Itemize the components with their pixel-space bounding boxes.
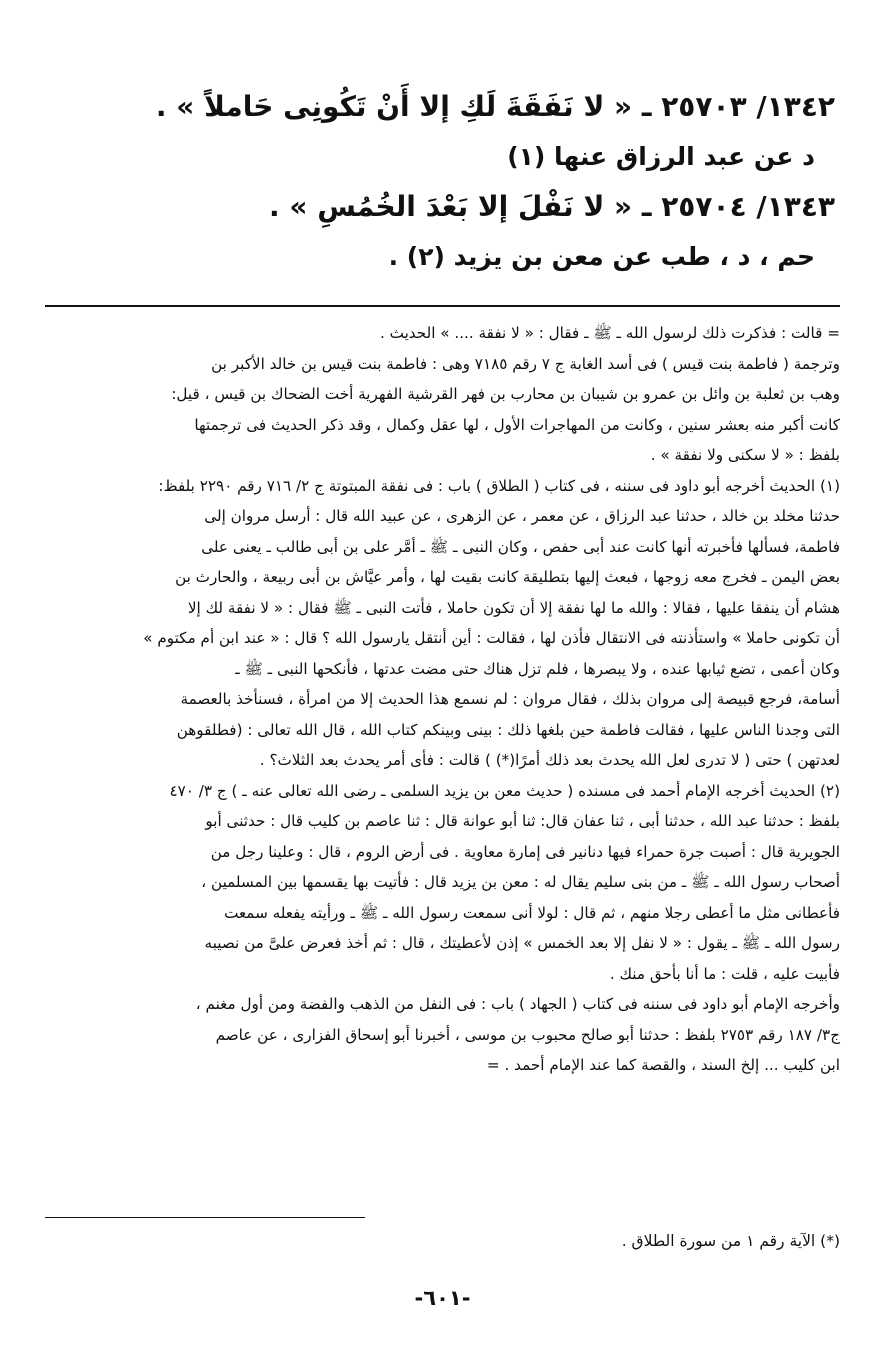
note-line: فأبيت عليه ، قلت : ما أنا بأحق منك .: [609, 964, 840, 983]
note-line: بلفظ : حدثنا عبد الله ، حدثنا أبى ، ثنا عفان قال: ثنا أبو عوانة قال : ثنا عاصم بن كليب قال : حدثنى أبو: [205, 812, 840, 830]
note-line: كانت أكبر منه بعشر سنين ، وكانت من المهاجرات الأول ، لها عقل وكمال ، وقد ذكر الحديث فى ترجمتها: [194, 415, 840, 434]
footnote-divider: [45, 1217, 365, 1218]
note-line: فأعطانى مثل ما أعطى رجلا منهم ، ثم قال : لولا أنى سمعت رسول الله ـ ﷺ ـ ورأيته يفعله سمعت: [224, 903, 840, 922]
note-line: = قالت : فذكرت ذلك لرسول الله ـ ﷺ ـ فقال : « لا نفقة .... » الحديث .: [380, 324, 840, 342]
note-line: الجويرية قال : أصبت جرة حمراء فيها دنانير فى إمارة معاوية . فى أرض الروم ، قال : وعلينا رجل من: [210, 842, 840, 861]
note-line: أن تكونى حاملا » واستأذنته فى الانتقال فأذن لها ، فقالت : أين أنتقل يارسول الله ؟ قال : « عند ابن أم مكتوم »: [143, 629, 840, 647]
note-line: هشام أن ينفقا عليها ، فقالا : والله ما لها نفقة إلا أن تكون حاملا ، فأتت النبى ـ ﷺ فقال : « لا نفقة لك إلا: [187, 598, 840, 617]
note-line: التى وجدنا الناس عليها ، فقالت فاطمة حين بلغها ذلك : بينى وبينكم كتاب الله ، قال الله تعالى : (فطلقوهن: [176, 720, 840, 739]
note-line: وأخرجه الإمام أبو داود فى سننه فى كتاب ( الجهاد ) باب : فى النفل من الذهب والفضة ومن أول مغنم ،: [195, 995, 840, 1013]
note-line: رسول الله ـ ﷺ ـ يقول : « لا نفل إلا بعد الخمس » إذن لأعطيتك ، قال : ثم أخذ فعرض علىَّ من نصيبه: [204, 934, 840, 952]
hadith-block: [45, 82, 835, 282]
note-line: أصحاب رسول الله ـ ﷺ ـ من بنى سليم يقال له : معن بن يزيد قال : فأتيت بها يقسمها بين المسلمين ،: [201, 873, 840, 891]
note-line: ج٣/ ١٨٧ رقم ٢٧٥٣ بلفظ : حدثنا أبو صالح محبوب بن موسى ، أخبرنا أبو إسحاق الفزارى ، عن عاصم: [215, 1025, 840, 1044]
footnotes-block: [40, 318, 840, 1081]
note-line: بعض اليمن ـ فخرج معه زوجها ، فبعث إليها بتطليقة كانت بقيت لها ، وأمر عيَّاش بن أبى ربيعة ، والحارث بن: [175, 568, 840, 586]
page-number: -٦٠١-: [414, 1286, 471, 1310]
note-line: (١) الحديث أخرجه أبو داود فى سننه ، فى كتاب ( الطلاق ) باب : فى نفقة المبتوتة ج ٢/ ٧١٦ رقم ٢٢٩٠ بلفظ:: [158, 476, 840, 495]
note-line: وترجمة ( فاطمة بنت قيس ) فى أسد الغابة ج ٧ رقم ٧١٨٥ وهى : فاطمة بنت قيس بن خالد الأكبر بن: [211, 354, 840, 373]
hadith-1344-line: ١٣٤٣/ ٢٥٧٠٤ ـ « لا نَفْلَ إلا بَعْدَ الخُمُسِ » .: [268, 190, 835, 223]
hadith-1343-source: د عن عبد الرزاق عنها (١): [507, 142, 815, 171]
notes-divider: [45, 305, 840, 307]
note-line: (٢) الحديث أخرجه الإمام أحمد فى مسنده ( حديث معن بن يزيد السلمى ـ رضى الله تعالى عنه ـ ) ج ٣/ ٤٧٠: [169, 781, 840, 800]
note-line: ابن كليب ... إلخ السند ، والقصة كما عند الإمام أحمد . =: [486, 1056, 840, 1074]
note-line: فاطمة، فسألها فأخبرته أنها كانت عند أبى حفص ، وكان النبى ـ ﷺ ـ أمَّر على بن أبى طالب ـ يعنى على: [201, 537, 840, 556]
hadith-1344-source: حم ، د ، طب عن معن بن يزيد (٢) .: [388, 242, 815, 271]
note-line: حدثنا مخلد بن خالد ، حدثنا عبد الرزاق ، عن معمر ، عن الزهرى ، عن عبيد الله قال : أرسل مروان إلى: [204, 507, 840, 525]
note-line: لعدتهن ) حتى ( لا تدرى لعل الله يحدث بعد ذلك أمرًا(*) ) قالت : فأى أمر يحدث بعد الثلاث؟ .: [259, 751, 840, 769]
note-line: وكان أعمى ، تضع ثيابها عنده ، ولا يبصرها ، فلم تزل هناك حتى مضت عدتها ، فأنكحها النبى ـ ﷺ ـ: [235, 659, 840, 678]
hadith-1343-line: ١٣٤٢/ ٢٥٧٠٣ ـ « لا نَفَقَةَ لَكِ إلا أَنْ تَكُونِى حَاملاً » .: [155, 90, 835, 123]
asterisk-footnote: (*) الآية رقم ١ من سورة الطلاق .: [621, 1232, 840, 1250]
note-line: أسامة، فرجع قبيصة إلى مروان بذلك ، فقال مروان : لم نسمع هذا الحديث إلا من امرأة ، فسنأخذ بالعصمة: [180, 690, 840, 708]
note-line: بلفظ : « لا سكنى ولا نفقة » .: [650, 446, 840, 464]
note-line: وهب بن ثعلبة بن وائل بن عمرو بن شيبان بن محارب بن فهر القرشية الفهرية أخت الضحاك بن قيس ، قيل:: [171, 385, 840, 403]
